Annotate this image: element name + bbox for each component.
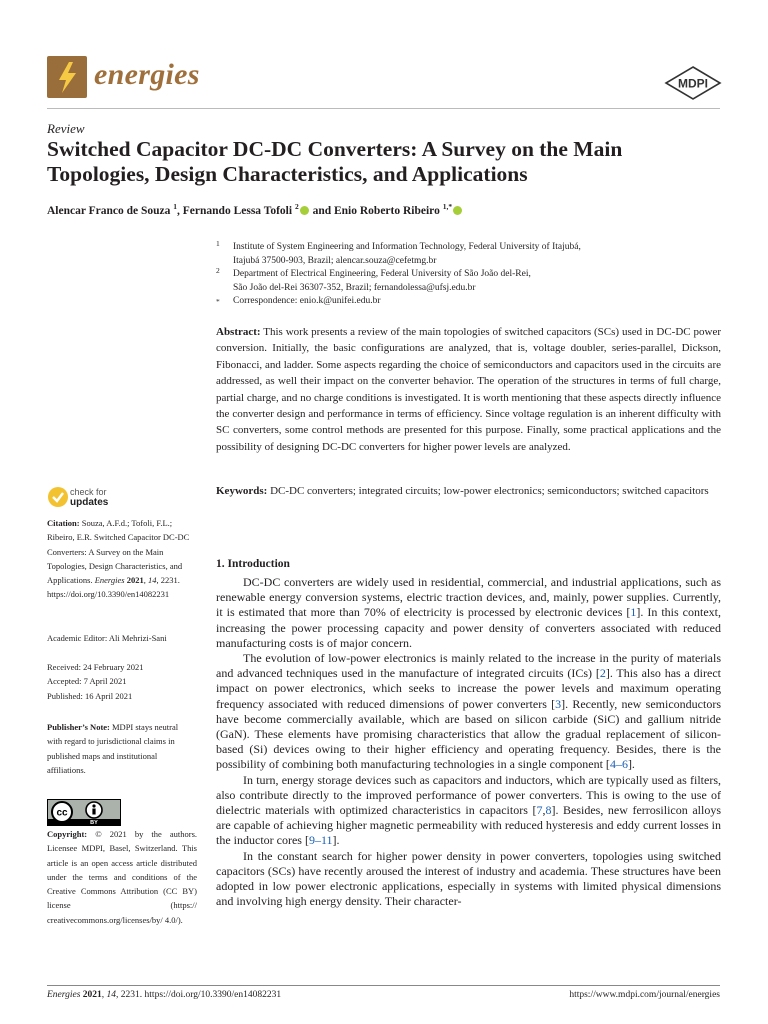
published-date: Published: 16 April 2021 [47,690,133,701]
citation-link[interactable]: 7 [536,803,543,818]
header-rule [47,108,720,109]
article-type: Review [47,121,85,136]
section-title: 1. Introduction [216,558,290,570]
article-dates [47,660,195,703]
keywords [216,483,721,499]
mdpi-logo [664,66,722,105]
correspondence: * Correspondence: enio.k@unifei.edu.br [216,296,381,306]
author-affiliation-mark: 2 [294,202,299,212]
paragraph: DC-DC converters are widely used in residential, commercial, and industrial applications, such as renewable energy conversion systems, electric traction devices, and, mainly, power supplies. Currently, it is estimated that more than 70% of electricity is processed by electronic devices [1]. In this context, increasing the power processing capacity and power density of converters associated with reduced manufacturing costs is of major concern. [216,575,721,650]
citation-link[interactable]: 4–6 [609,757,628,772]
abstract-text: This work presents a review of the main topologies of switched capacitors (SCs) used in DC-DC power conversion. Initially, the basic configurations are analyzed, that is, voltage doubler, series-parallel, Dickson, Fibonacci, and ladder. Some aspects regarding the choice of semiconductors and capacitors used in the circuits are addressed, as well their impact on the converter behavior. The operation of the structures in terms of full charge, partial charge, and no charge conditions is investigated. It is worth mentioning that these aspects directly influence the converter design and performance in terms of efficiency. Since voltage regulation is an inherent difficulty with SC converters, some control methods are presented for this purpose. Finally, some practical applications and the possibility of designing DC-DC converters for higher power levels are analyzed. [216,326,721,453]
paragraph: In the constant search for higher power density in power converters, topologies using switched capacitors (SCs) have recently aroused the interest of industry and academia. These structures have been adopted in low power electronic applications, especially in systems with limited physical dimensions and involving high energy density. Their character- [216,848,721,909]
author-name: Alencar Franco de Souza [47,205,171,217]
check-for-updates-icon[interactable] [47,486,69,513]
orcid-icon[interactable] [453,206,462,215]
keywords-label: Keywords: [216,485,268,497]
paragraph: The evolution of low-power electronics is mainly related to the increase in the purity of materials and advanced techniques used in the manufacture of integrated circuits (ICs) [2]. This also has a direct impact on power electronics, which seeks to increase the power levels and maximum operating frequency associated with reduced dimensions of power converters [3]. Recently, new semiconductors have become commercially available, which are based on silicon carbide (SiC) and gallium nitride (GaN). These elements have promising characteristics that allow the gradual replacement of silicon-based (Si) devices owing to their higher efficiency and operating frequency. Besides, there is the possibility of combining both manufacturing technologies in a single component [4–6]. [216,651,721,772]
footer-rule [47,985,720,986]
keywords-text: DC-DC converters; integrated circuits; low-power electronics; semiconductors; switched capacitors [270,485,709,497]
author-name: Fernando Lessa Tofoli [182,205,293,217]
citation: Citation: Souza, A.F.d.; Tofoli, F.L.; Ribeiro, E.R. Switched Capacitor DC-DC Converters: A Survey on the Main Topologies, Design Characteristics, and Applications. Energies 2021, 14, 2231. https://doi.org/10.3390/en14082231 [47,518,190,600]
academic-editor: Academic Editor: Ali Mehrizi-Sani [47,633,167,643]
citation-link[interactable]: 3 [555,696,562,711]
copyright-notice: Copyright: © 2021 by the authors. Licensee MDPI, Basel, Switzerland. This article is an open access article distributed under the terms and conditions of the Creative Commons Attribution (CC BY) license (https:// creativecommons.org/licenses/by/ 4.0/). [47,829,197,925]
author-join: and [312,205,332,217]
cc-by-license-badge[interactable] [47,799,121,826]
author-affiliation-mark: 1,* [442,202,453,212]
accepted-date: Accepted: 7 April 2021 [47,676,127,687]
citation-link[interactable]: 1 [630,605,637,620]
citation-link[interactable]: 8 [545,803,552,818]
received-date: Received: 24 February 2021 [47,662,144,672]
author-list: Alencar Franco de Souza $^1$, Fernando Lessa Tofoli $^2$ and Enio Roberto Ribeiro $^{1,*}$ [47,205,463,217]
svg-text:MDPI: MDPI [678,76,708,91]
affiliation-1: 1 Institute of System Engineering and Information Technology, Federal University of Itajubá, Itajubá 37500-903, Brazil; alencar.souza@cefetmg.br [216,239,581,266]
cc-label: cc [56,807,68,819]
footer-citation: Energies 2021, 14, 2231. https://doi.org/10.3390/en14082231 [47,990,282,1000]
introduction-text [216,575,721,909]
orcid-icon[interactable] [300,206,309,215]
citation-doi-link[interactable]: https://doi.org/10.3390/en14082231 [47,589,170,600]
publisher-note: Publisher’s Note: MDPI stays neutral with regard to jurisdictional claims in published maps and institutional affiliations. [47,722,179,775]
article-title: Switched Capacitor DC-DC Converters: A Survey on the Main Topologies, Design Characteristics, and Applications [47,137,623,186]
check-for-updates[interactable]: check for updates [70,487,109,508]
author-affiliation-mark: 1 [173,202,178,212]
abstract-label: Abstract: [216,326,261,338]
citation-link[interactable]: 9–11 [308,833,333,848]
citation-link[interactable]: 2 [599,666,606,681]
footer-journal-url[interactable]: https://www.mdpi.com/journal/energies [569,990,720,1000]
author-name: Enio Roberto Ribeiro [333,205,440,217]
by-label: BY [90,820,98,825]
affiliation-2: 2 Department of Electrical Engineering, Federal University of São João del-Rei, São João del-Rei 36307-352, Brazil; fernandolessa@ufsj.edu.br [216,266,531,293]
abstract [216,324,721,455]
journal-logo-icon [47,56,87,98]
paragraph: In turn, energy storage devices such as capacitors and inductors, which are typically used as filters, also contribute directly to the improved performance of power converters. This is owing to the use of dielectric materials with optimized characteristics in capacitors [7,8]. Besides, new ferrosilicon alloys are capable of achieving higher magnetic permeability with reduced hysteresis and eddy current losses in the inductor cores [9–11]. [216,772,721,848]
journal-name: energies [94,58,200,91]
